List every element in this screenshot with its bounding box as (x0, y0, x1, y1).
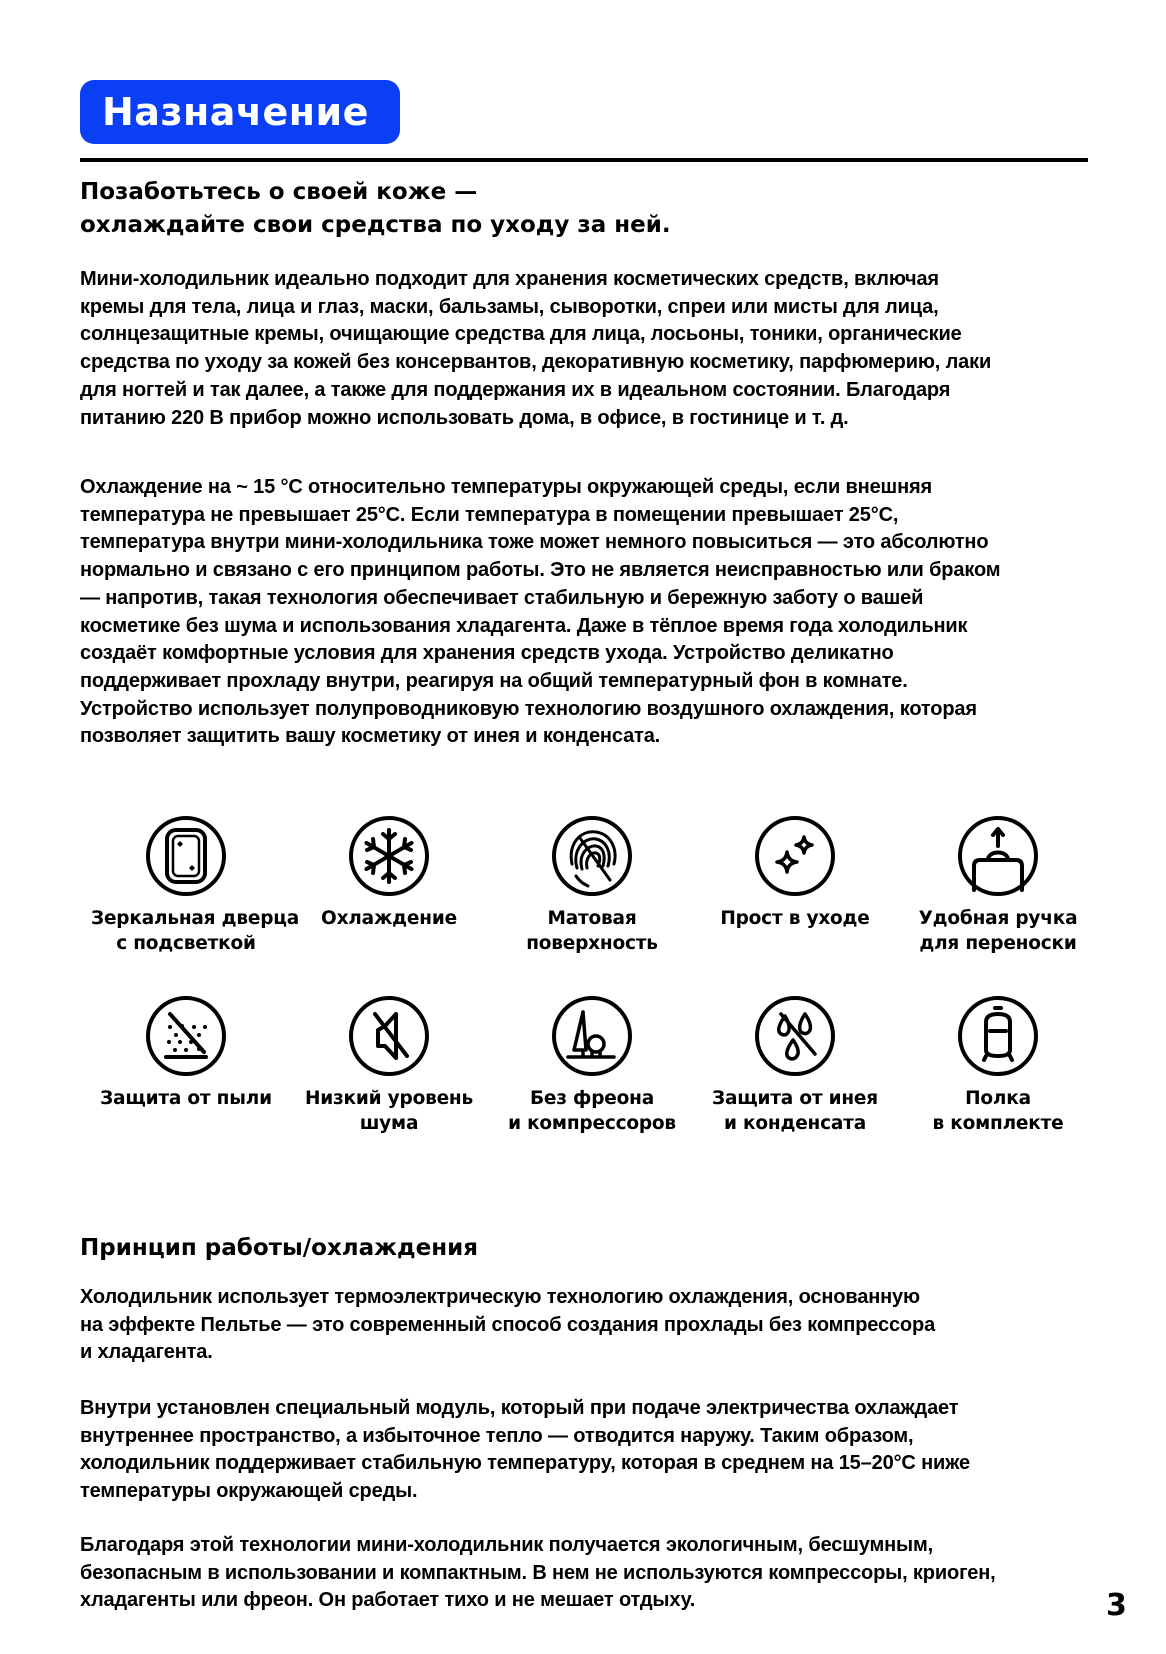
mute-speaker-icon (347, 994, 431, 1078)
text-line: солнцезащитные кремы, очищающие средства для лица, лосьоны, тоники, органические (80, 323, 962, 346)
feature-shelf-included (903, 994, 1093, 1136)
dust-protection-icon (144, 994, 228, 1078)
feature-label: Полка в комплекте (932, 1088, 1064, 1134)
text-line: безопасным в использовании и компактным. В нем не используются компрессоры, криоген, (80, 1561, 996, 1584)
text-line: создаёт комфортные условия для хранения средств ухода. Устройство деликатно (80, 642, 894, 665)
text-line: Охлаждение на ~ 15 °С относительно температуры окружающей среды, если внешняя (80, 476, 933, 498)
text-line: температура не превышает 25°С. Если температура в помещении превышает 25°С, (80, 503, 899, 526)
feature-label: Низкий уровень шума (304, 1088, 474, 1134)
principle-paragraph-1 (80, 1284, 1100, 1367)
feature-frost-protection (700, 994, 890, 1136)
mirror-door-icon (144, 814, 228, 898)
feature-label: Защита от пыли (100, 1088, 272, 1109)
text-line: температуры окружающей среды. (80, 1480, 418, 1503)
intro-heading (80, 176, 671, 242)
text-line: питанию 220 В прибор можно использовать дома, в офисе, в гостинице и т. д. (80, 406, 849, 429)
text-line: кремы для тела, лица и глаз, маски, бальзамы, сыворотки, спреи или мисты для лица, (80, 295, 939, 318)
text-line: Устройство использует полупроводниковую технологию воздушного охлаждения, которая (80, 697, 977, 720)
feature-label: Защита от инея и конденсата (712, 1088, 878, 1134)
matte-surface-icon (550, 814, 634, 898)
feature-matte-surface (497, 814, 687, 956)
section-title-badge (80, 80, 400, 144)
snowflake-icon (347, 814, 431, 898)
feature-label: Зеркальная дверца с подсветкой (91, 908, 300, 954)
text-line: и хладагента. (80, 1341, 213, 1364)
text-line: нормально и связано с его принципом работы. Это не является неисправностью или браком (80, 559, 1001, 582)
text-line: — напротив, такая технология обеспечивает стабильную и бережную заботу о вашей (80, 586, 924, 609)
text-line: холодильник поддерживает стабильную температуру, которая в среднем на 15–20°С ниже (80, 1452, 970, 1475)
feature-low-noise (294, 994, 484, 1136)
feature-dust-protection (91, 994, 281, 1111)
text-line: Внутри установлен специальный модуль, который при подаче электричества охлаждает (80, 1397, 959, 1419)
header-divider (80, 158, 1088, 162)
text-line: средства по уходу за кожей без консервантов, декоративную косметику, парфюмерию, лаки (80, 351, 992, 374)
feature-no-freon (497, 994, 687, 1136)
eco-tree-icon (550, 994, 634, 1078)
intro-heading-line: Позаботьтесь о своей коже — (80, 179, 478, 205)
text-line: для ногтей и так далее, а также для поддержания их в идеальном состоянии. Благодаря (80, 378, 951, 401)
text-line: хладагенты или фреон. Он работает тихо и не мешает отдыху. (80, 1589, 696, 1612)
feature-label: Матовая поверхность (526, 908, 658, 954)
feature-label: Удобная ручка для переноски (918, 908, 1078, 954)
feature-mirror-door (91, 814, 300, 956)
text-line: поддерживает прохладу внутри, реагируя на общий температурный фон в комнате. (80, 669, 908, 692)
text-line: косметике без шума и использования хладагента. Даже в тёплое время года холодильник (80, 614, 968, 637)
feature-carry-handle (903, 814, 1093, 956)
no-drops-icon (753, 994, 837, 1078)
intro-paragraph-1 (80, 266, 1100, 432)
principle-heading: Принцип работы/охлаждения (80, 1235, 478, 1261)
feature-label: Охлаждение (321, 908, 457, 929)
text-line: на эффекте Пельтье — это современный способ создания прохлады без компрессора (80, 1313, 936, 1336)
principle-paragraph-2 (80, 1395, 1100, 1506)
feature-label: Прост в уходе (720, 908, 870, 929)
text-line: температура внутри мини-холодильника тоже может немного повыситься — это абсолютно (80, 531, 989, 554)
text-line: Холодильник использует термоэлектрическую технологию охлаждения, основанную (80, 1286, 920, 1308)
feature-cooling (294, 814, 484, 931)
text-line: Благодаря этой технологии мини-холодильник получается экологичным, бесшумным, (80, 1534, 934, 1556)
intro-paragraph-2 (80, 474, 1100, 751)
section-title: Назначение (102, 90, 369, 134)
carry-handle-icon (956, 814, 1040, 898)
shelf-icon (956, 994, 1040, 1078)
page-number: 3 (1106, 1588, 1127, 1623)
sparkles-icon (753, 814, 837, 898)
intro-heading-line: охлаждайте свои средства по уходу за ней. (80, 212, 671, 238)
text-line: Мини-холодильник идеально подходит для хранения косметических средств, включая (80, 268, 939, 290)
text-line: позволяет защитить вашу косметику от инея и конденсата. (80, 725, 661, 748)
feature-label: Без фреона и компрессоров (508, 1088, 676, 1134)
principle-paragraph-3 (80, 1532, 1100, 1615)
feature-easy-care (700, 814, 890, 931)
text-line: внутреннее пространство, а избыточное тепло — отводится наружу. Таким образом, (80, 1424, 914, 1447)
